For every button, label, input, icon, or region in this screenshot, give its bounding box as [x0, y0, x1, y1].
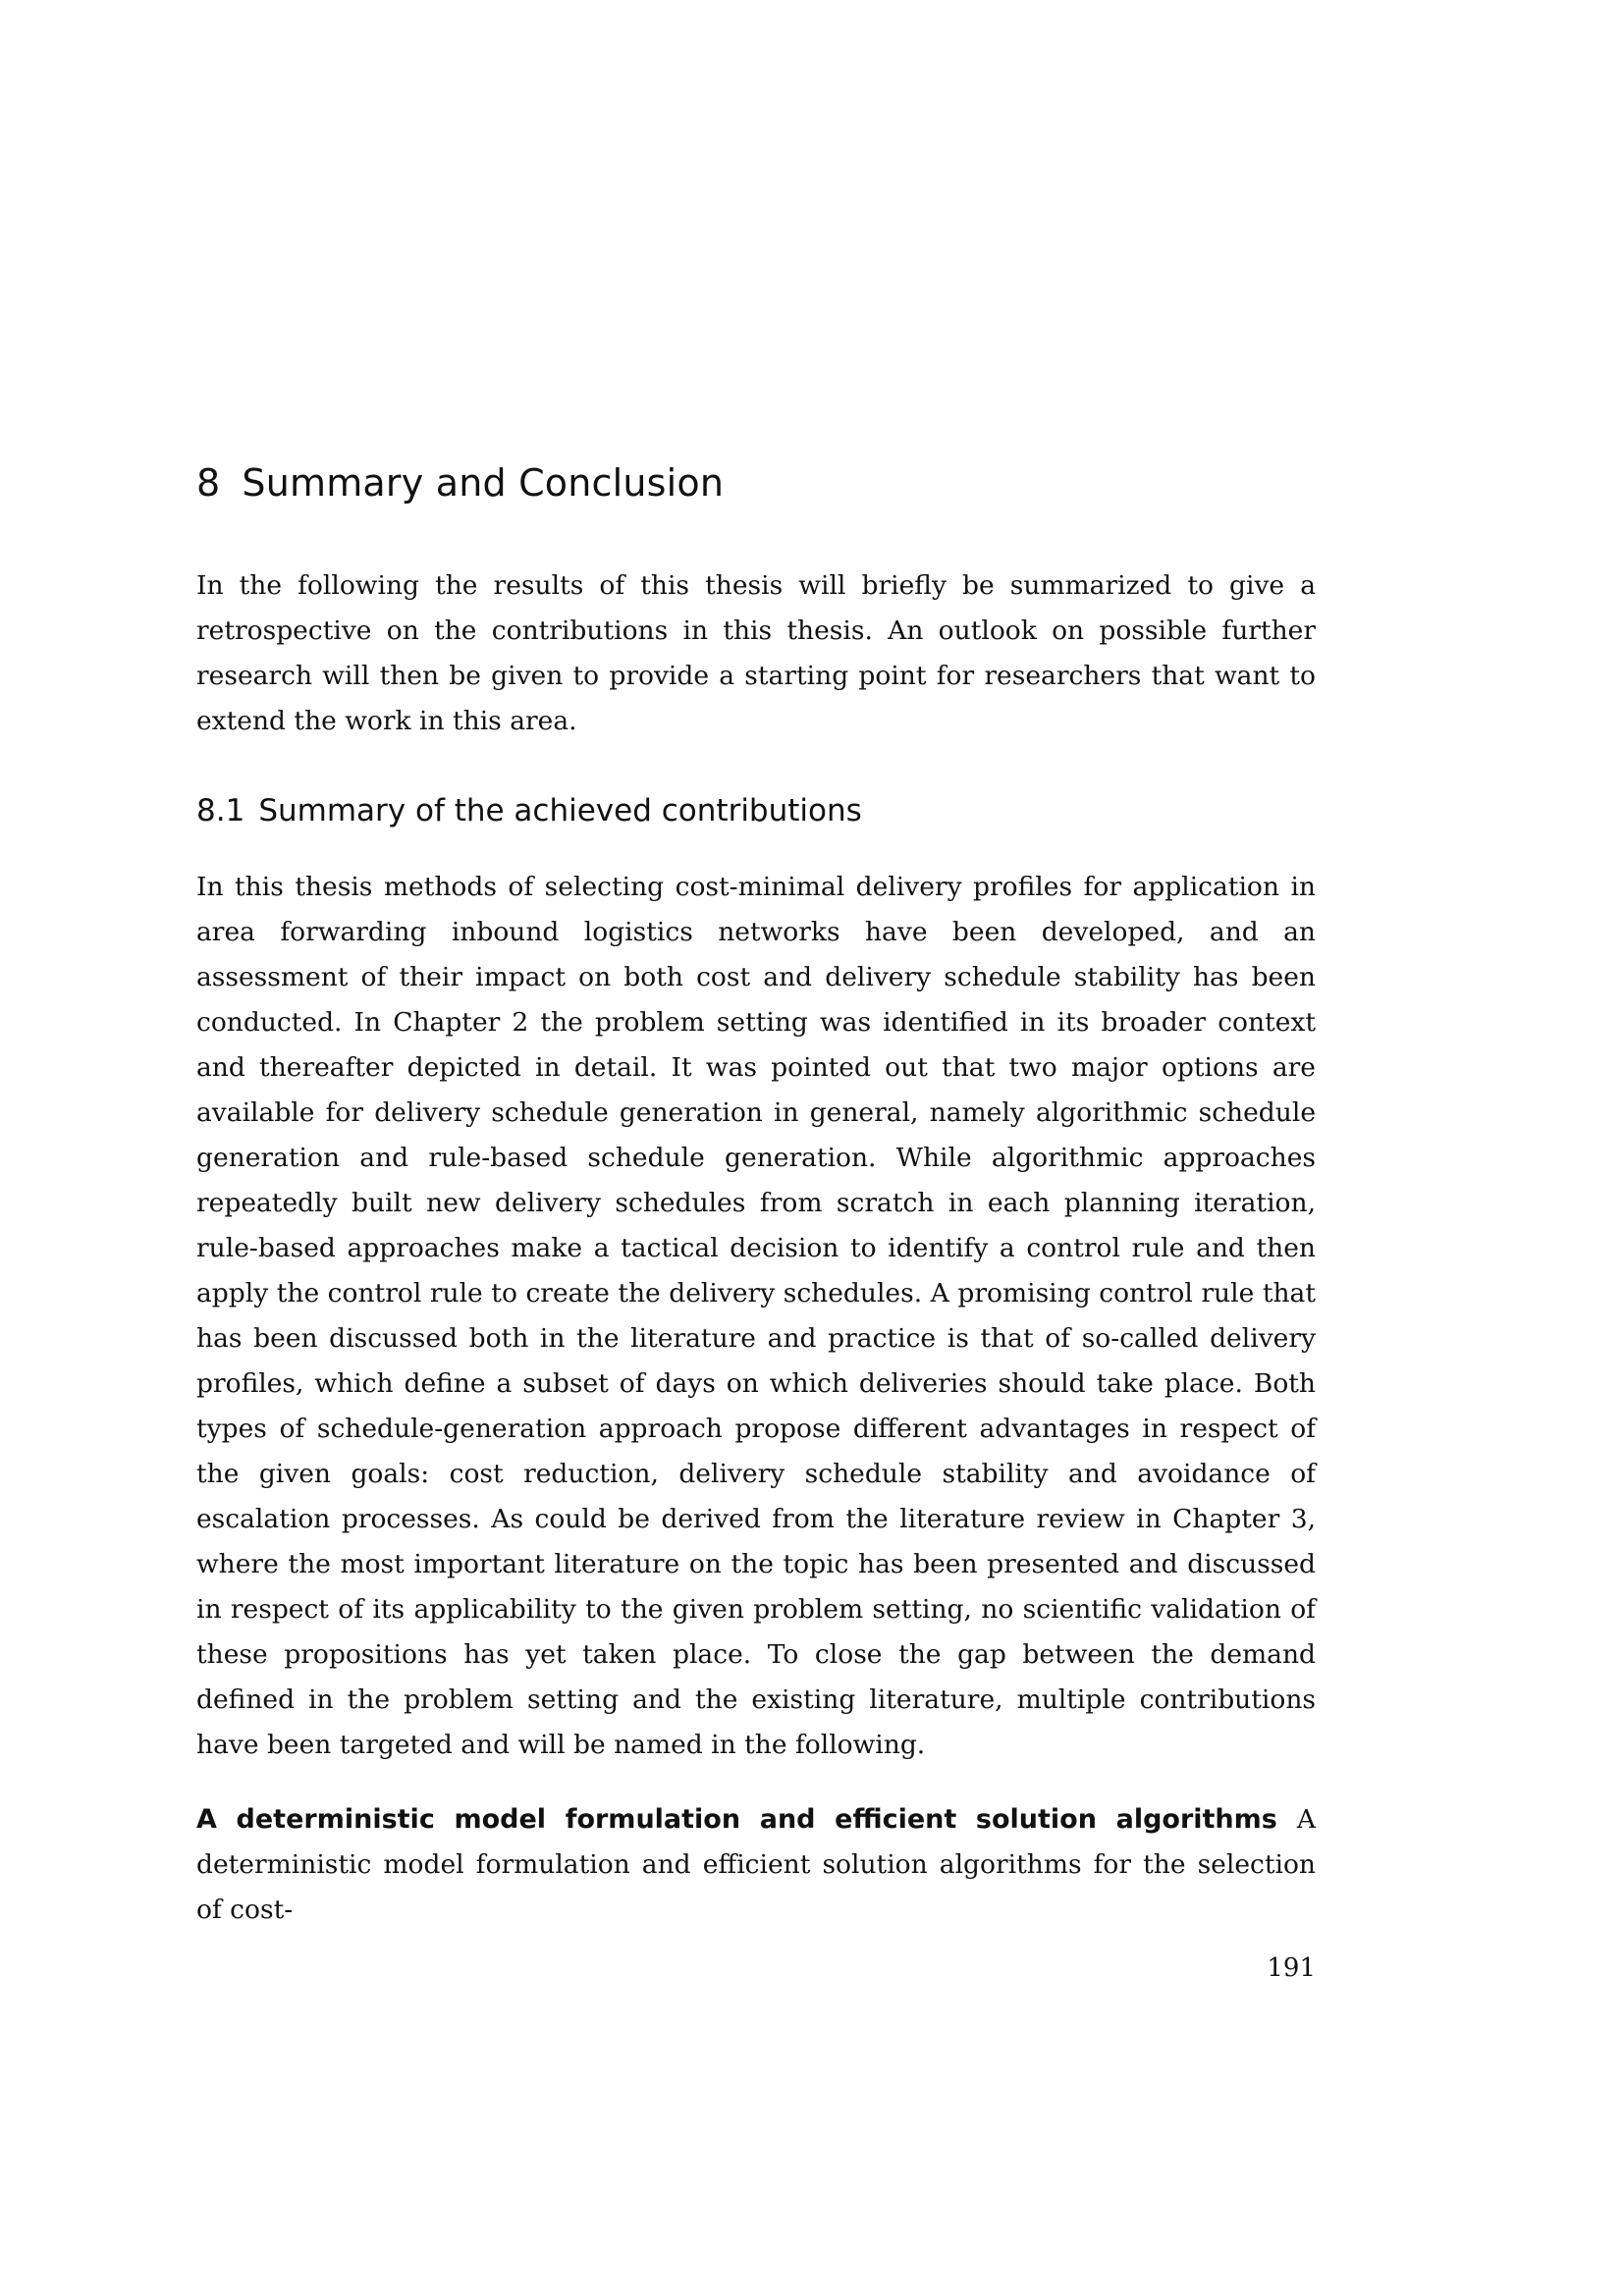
section-title [196, 793, 1316, 829]
page-number: 191 [1267, 1953, 1316, 1983]
contribution-text: A deterministic model formulation and efficient solution algorithms for the selection of cost- [196, 1803, 1316, 1925]
section-number: 8.1 [196, 792, 245, 828]
intro-paragraph: In the following the results of this thesis will briefly be summarized to give a retrospective on the contributions in this thesis. An outlook on possible further research will then be given to provide a starting point for researchers that want to extend the work in this area. [196, 569, 1316, 736]
contribution-heading: A deterministic model formulation and efficient solution algorithms [196, 1803, 1277, 1835]
chapter-number: 8 [196, 461, 221, 505]
section-title-text: Summary of the achieved contributions [258, 792, 862, 828]
page-body [196, 461, 1316, 1933]
summary-paragraph: In this thesis methods of selecting cost-minimal delivery profiles for application in area forwarding inbound logistics networks have been developed, and an assessment of their impact on both cost and delivery schedule stability has been conducted. In Chapter 2 the problem setting was identified in its broader context and thereafter depicted in detail. It was pointed out that two major options are available for delivery schedule generation in general, namely algorithmic schedule generation and rule-based schedule generation. While algorithmic approaches repeatedly built new delivery schedules from scratch in each planning iteration, rule-based approaches make a tactical decision to identify a control rule and then apply the control rule to create the delivery schedules. A promising control rule that has been discussed both in the literature and practice is that of so-called delivery profiles, which define a subset of days on which deliveries should take place. Both types of schedule-generation approach propose different advantages in respect of the given goals: cost reduction, delivery schedule stability and avoidance of escalation processes. As could be derived from the literature review in Chapter 3, where the most important literature on the topic has been presented and discussed in respect of its applicability to the given problem setting, no scientific validation of these propositions has yet taken place. To close the gap between the demand defined in the problem setting and the existing literature, multiple contributions have been targeted and will be named in the following. [196, 871, 1316, 1760]
chapter-title [196, 461, 1316, 507]
chapter-title-text: Summary and Conclusion [242, 461, 725, 505]
contribution-paragraph [196, 1797, 1316, 1933]
